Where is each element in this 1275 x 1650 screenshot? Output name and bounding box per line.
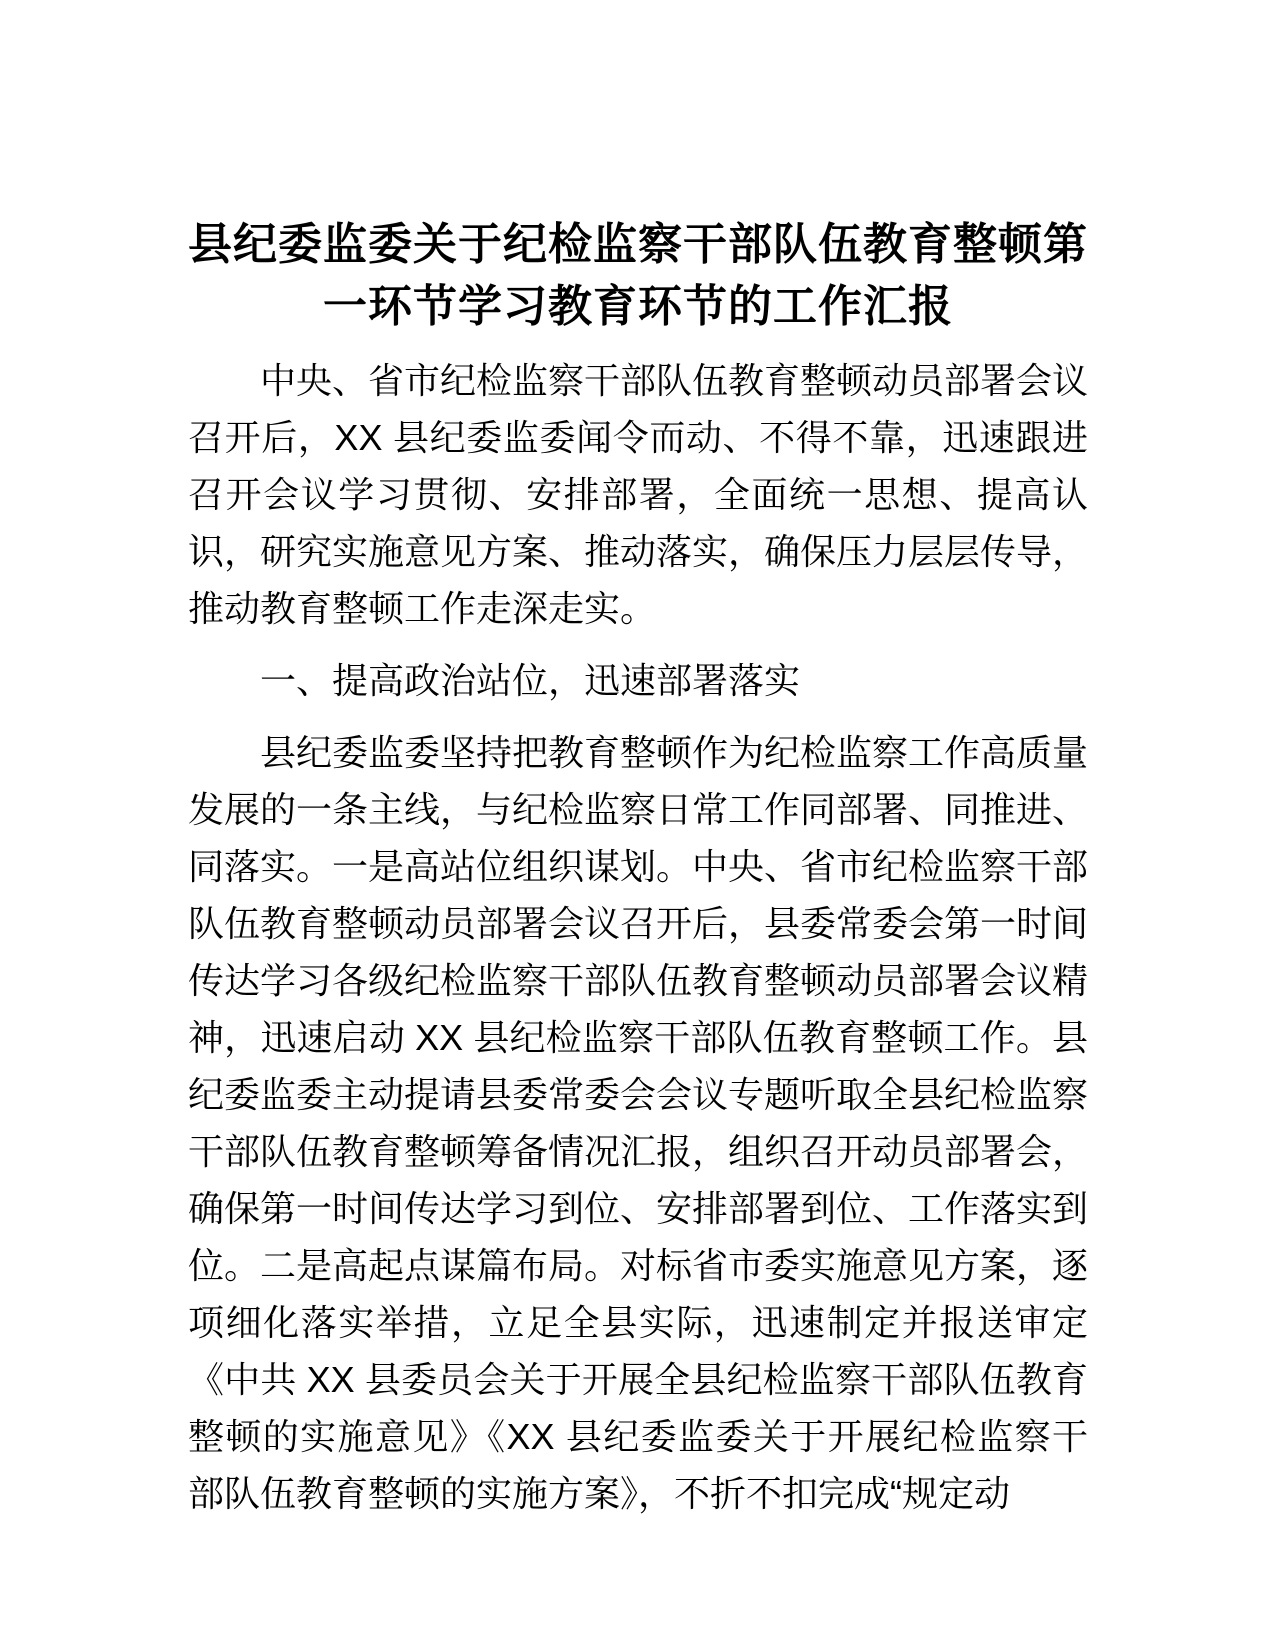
- paragraph-section-1-body: 县纪委监委坚持把教育整顿作为纪检监察工作高质量发展的一条主线，与纪检监察日常工作同部署、同推进、同落实。一是高站位组织谋划。中央、省市纪检监察干部队伍教育整顿动员部署会议召开后，县委常委会第一时间传达学习各级纪检监察干部队伍教育整顿动员部署会议精神，迅速启动 XX 县纪检监察干部队伍教育整顿工作。县纪委监委主动提请县委常委会会议专题听取全县纪检监察干部队伍教育整顿筹备情况汇报，组织召开动员部署会，确保第一时间传达学习到位、安排部署到位、工作落实到位。二是高起点谋篇布局。对标省市委实施意见方案，逐项细化落实举措，立足全县实际，迅速制定并报送审定《中共 XX 县委员会关于开展全县纪检监察干部队伍教育整顿的实施意见》《XX 县纪委监委关于开展纪检监察干部队伍教育整顿的实施方案》，不折不扣完成“规定动: [188, 732, 1089, 1514]
- section-heading-1: 一、提高政治站位，迅速部署落实: [260, 660, 801, 701]
- document-title: [188, 214, 1088, 338]
- document-title-line-1: 县纪委监委关于纪检监察干部队伍教育整顿第: [188, 220, 1088, 269]
- document-title-line-2: 一环节学习教育环节的工作汇报: [323, 282, 953, 331]
- paragraph-intro: 中央、省市纪检监察干部队伍教育整顿动员部署会议召开后，XX 县纪委监委闻令而动、不得不靠，迅速跟进召开会议学习贯彻、安排部署，全面统一思想、提高认识，研究实施意见方案、推动落实，确保压力层层传导，推动教育整顿工作走深走实。: [188, 360, 1089, 629]
